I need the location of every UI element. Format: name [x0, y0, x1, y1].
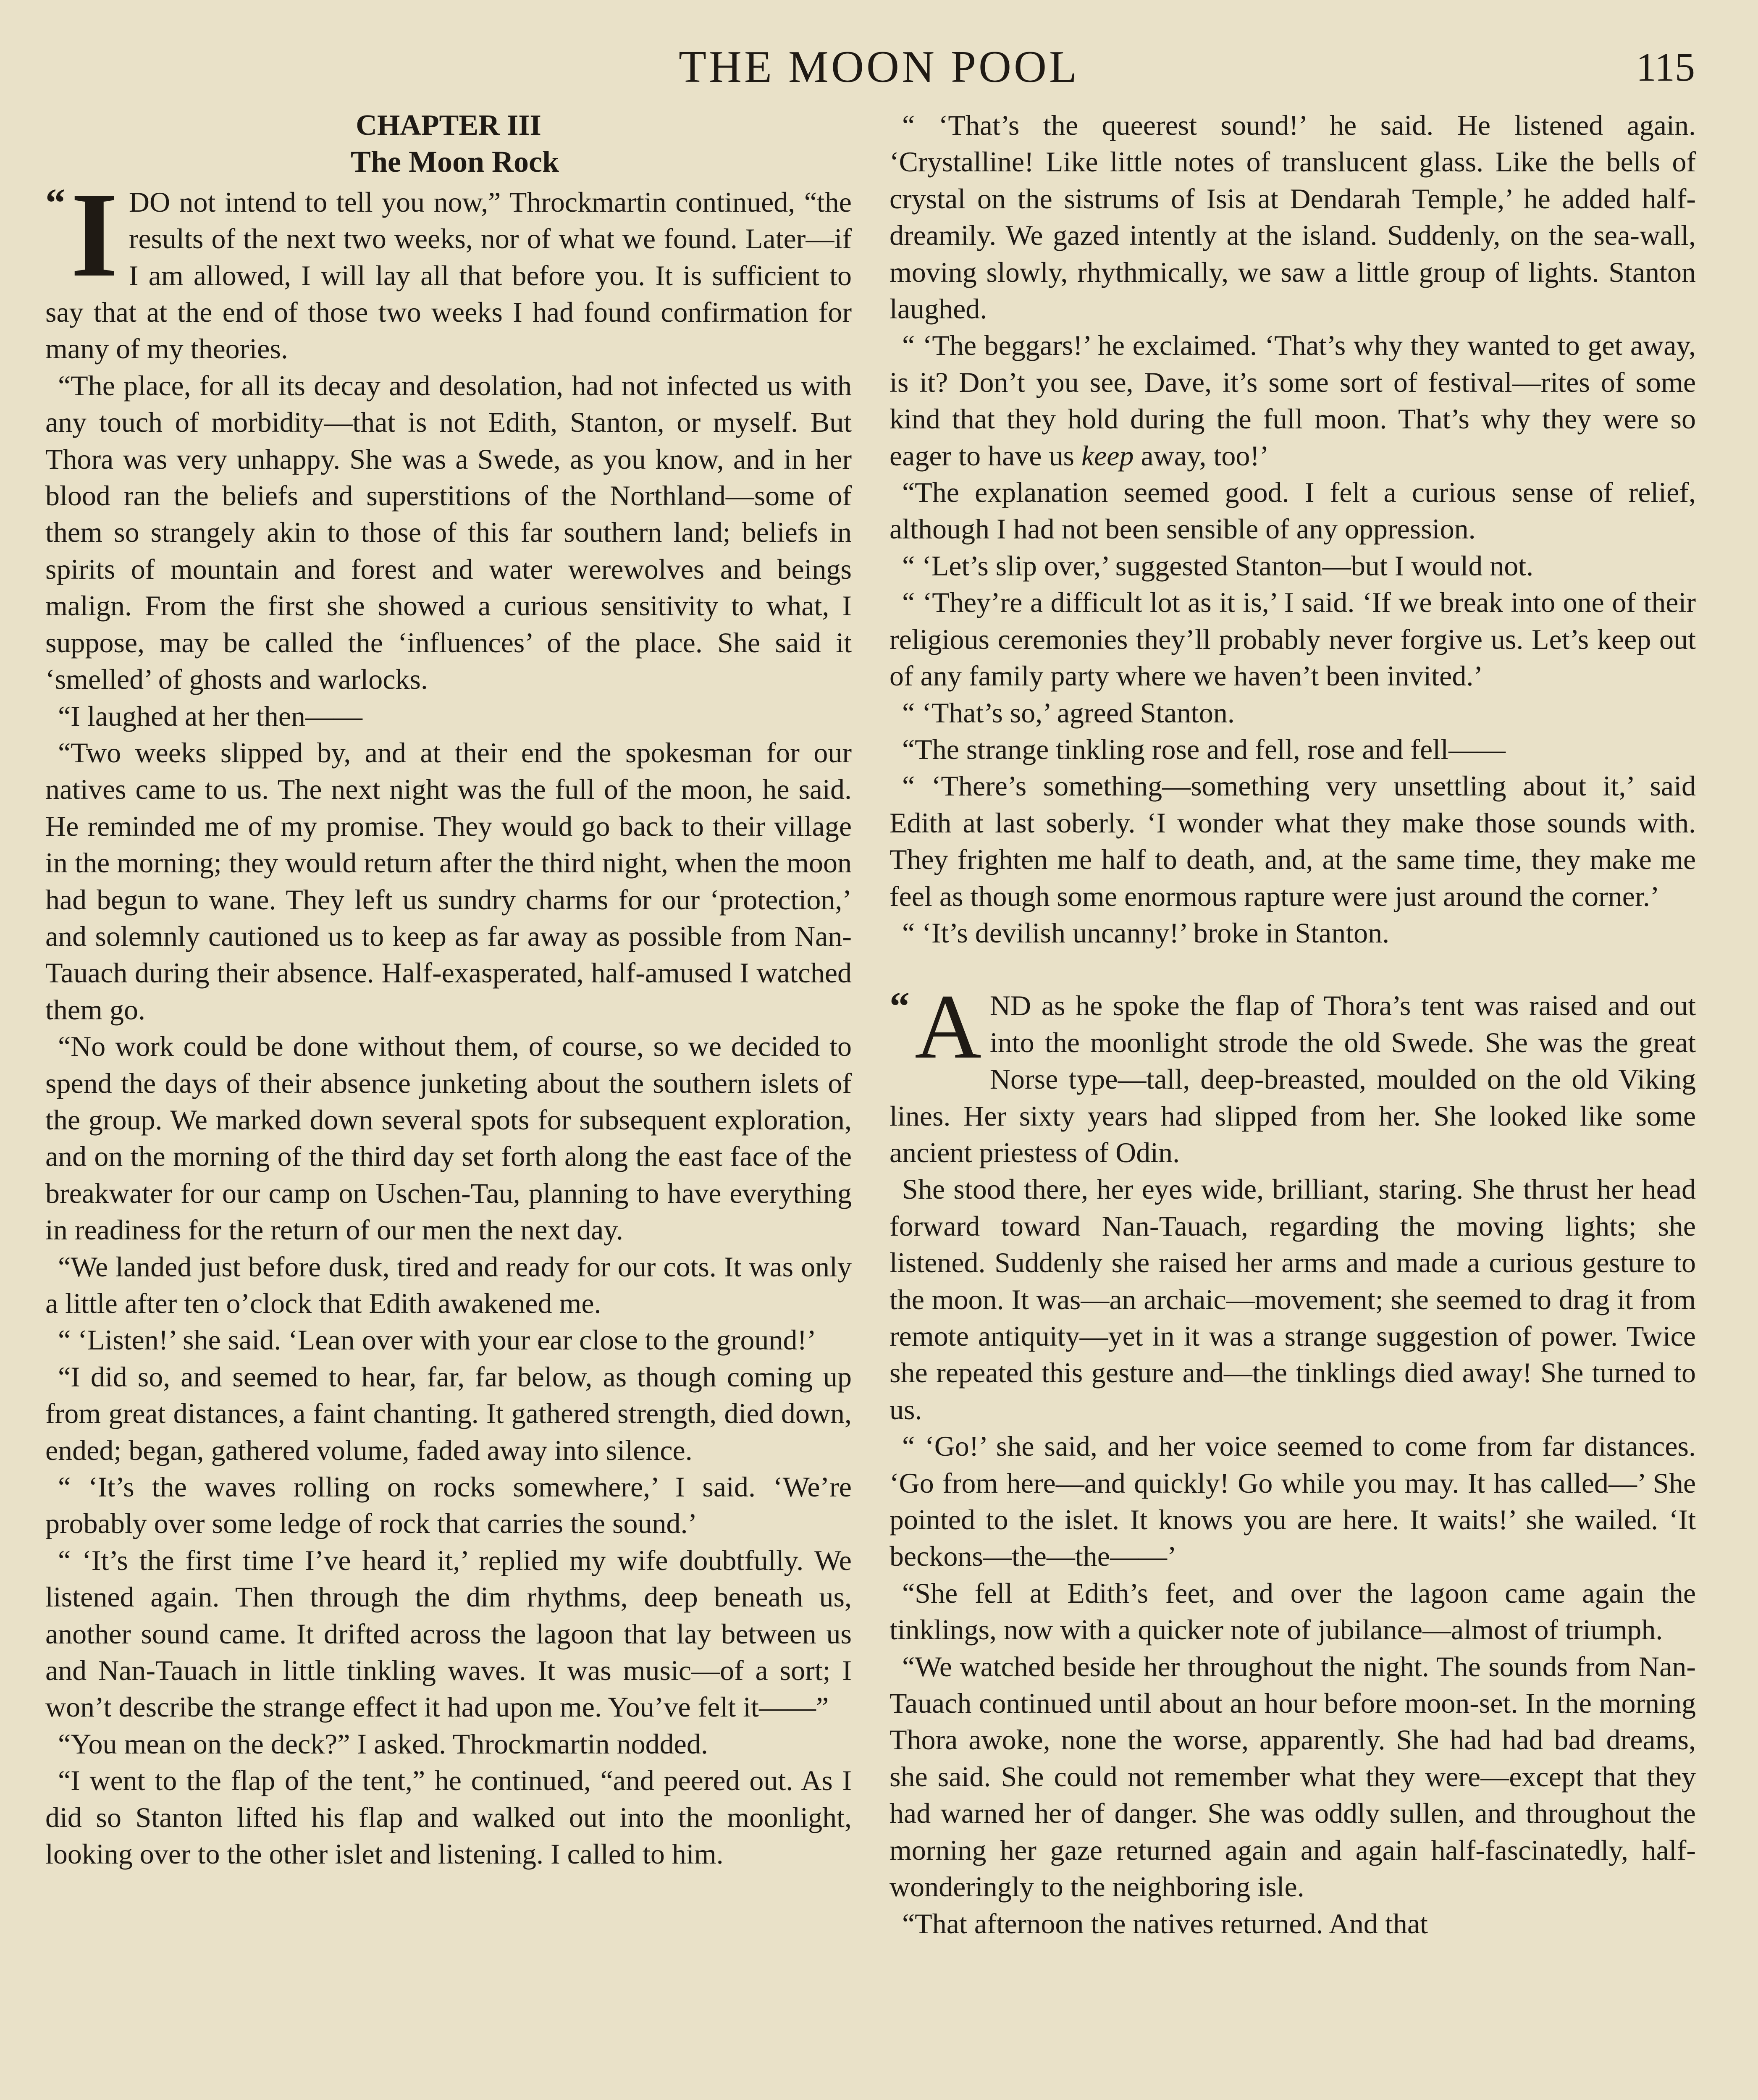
chapter-title: The Moon Rock — [350, 145, 559, 179]
paragraph: “I went to the flap of the tent,” he continued, “and peered out. As I did so Stanton lifted his flap and walked out into the moonlight, looking over to the other islet and listening. I called to him. — [45, 1764, 852, 1870]
paragraph: “She fell at Edith’s feet, and over the lagoon came again the tinklings, now with a quicker note of jubilance—almost of triumph. — [889, 1577, 1696, 1646]
paragraph-text: ND as he spoke the flap of Thora’s tent was raised and out into the moonlight strode the old Swede. She was the great Norse type—tall, deep-breasted, moulded on the old Viking lines. Her sixty years had slipped from her. She looked like some ancient priestess of Odin. — [889, 990, 1696, 1168]
paragraph: “We watched beside her throughout the night. The sounds from Nan-Tauach continued until about an hour before moon-set. In the morning Thora awoke, none the worse, apparently. She had had bad dreams, she said. She could not remember what they were—except that they had warned her of danger. She was oddly sullen, and throughout the morning her gaze returned again and again half-fascinatedly, half-wonderingly to the neighboring isle. — [889, 1650, 1696, 1903]
paragraph: “ ‘Go!’ she said, and her voice seemed to come from far distances. ‘Go from here—and quickly! Go while you may. It has called—’ She pointed to the islet. It knows you are here. It waits!’ she wailed. ‘It beckons—the—the——’ — [889, 1430, 1696, 1572]
chapter-heading: CHAPTER III — [356, 109, 541, 142]
paragraph: “That afternoon the natives returned. And that — [902, 1907, 1428, 1940]
running-title: THE MOON POOL — [679, 42, 1079, 92]
paragraph: “The place, for all its decay and desolation, had not infected us with any touch of morbidity—that is not Edith, Stanton, or myself. But Thora was very unhappy. She was a Swede, as you know, and in her blood ran the beliefs and superstitions of the Northland—some of them so strangely akin to those of this far southern land; beliefs in spirits of mountain and forest and water werewolves and beings malign. From the first she showed a curious sensitivity to what, I suppose, may be called the ‘influences’ of the place. She said it ‘smelled’ of ghosts and warlocks. — [45, 369, 852, 696]
paragraph: She stood there, her eyes wide, brilliant, staring. She thrust her head forward toward Nan-Tauach, regarding the moving lights; she listened. Suddenly she raised her arms and made a curious gesture to the moon. It was—an archaic—movement; she seemed to drag it from remote antiquity—yet in it was a strange suggestion of power. Twice she repeated this gesture and—the tinklings died away! She turned to us. — [889, 1173, 1696, 1425]
opening-quote-mark: “ — [889, 984, 910, 1029]
paragraph: “ ‘It’s the waves rolling on rocks somewhere,’ I said. ‘We’re probably over some ledge of rock that carries the sound.’ — [45, 1471, 852, 1540]
paragraph: “ ‘That’s the queerest sound!’ he said. He listened again. ‘Crystalline! Like little notes of translucent glass. Like the bells of crystal on the sistrums of Isis at Dendarah Temple,’ he added half-dreamily. We gazed intently at the island. Suddenly, on the sea-wall, moving slowly, rhythmically, we saw a little group of lights. Stanton laughed. — [889, 109, 1696, 325]
page-header — [0, 38, 1758, 97]
opening-quote-mark: “ — [45, 180, 66, 225]
paragraph: “ ‘Listen!’ she said. ‘Lean over with your ear close to the ground!’ — [58, 1324, 816, 1356]
paragraph: “ ‘Let’s slip over,’ suggested Stanton—but I would not. — [902, 549, 1534, 582]
section-break — [889, 951, 1696, 987]
paragraph-text: “ ‘The beggars!’ he exclaimed. ‘That’s why they wanted to get away, is it? Don’t you see, Dave, it’s some sort of festival—rites of some kind that they hold during the full moon. That’s why they were so eager to have us — [889, 329, 1696, 472]
paragraph-text: away, too!’ — [1141, 439, 1269, 472]
drop-cap-letter: I — [71, 167, 118, 302]
paragraph: “I laughed at her then—— — [58, 700, 363, 732]
drop-cap-letter: A — [915, 975, 981, 1078]
paragraph: “ ‘It’s devilish uncanny!’ broke in Stanton. — [902, 916, 1390, 949]
paragraph-text: DO not intend to tell you now,” Throckmartin continued, “the results of the next two weeks, nor of what we found. Later—if I am allowed, I will lay all that before you. It is sufficient to say that at the end of those two weeks I had found confirmation for many of my theories. — [45, 186, 852, 365]
paragraph: “You mean on the deck?” I asked. Throckmartin nodded. — [58, 1727, 708, 1760]
paragraph: “ ‘There’s something—something very unsettling about it,’ said Edith at last soberly. ‘I wonder what they make those sounds with. They frighten me half to death, and, at the same time, they make me feel as though some enormous rapture were just around the corner.’ — [889, 770, 1696, 912]
paragraph: “ ‘They’re a difficult lot as it is,’ I said. ‘If we break into one of their religious ceremonies they’ll probably never forgive us. Let’s keep out of any family party where we haven’t been invited.’ — [889, 586, 1696, 692]
paragraph: “I did so, and seemed to hear, far, far below, as though coming up from great distances, a faint chanting. It gathered strength, died down, ended; began, gathered volume, faded away into silence. — [45, 1360, 852, 1466]
paragraph: “The explanation seemed good. I felt a curious sense of relief, although I had not been sensible of any oppression. — [889, 476, 1696, 545]
paragraph: “ ‘That’s so,’ agreed Stanton. — [902, 696, 1235, 729]
paragraph — [889, 327, 1696, 474]
paragraph: “We landed just before dusk, tired and ready for our cots. It was only a little after ten o’clock that Edith awakened me. — [45, 1250, 852, 1319]
paragraph: “Two weeks slipped by, and at their end the spokesman for our natives came to us. The next night was the full of the moon, he said. He reminded me of my promise. They would go back to their village in the morning; they would return after the third night, when the moon had begun to wane. They left us sundry charms for our ‘protection,’ and solemnly cautioned us to keep as far away as possible from Nan-Tauach during their absence. Half-exasperated, half-amused I watched them go. — [45, 736, 852, 1026]
paragraph: “The strange tinkling rose and fell, rose and fell—— — [902, 733, 1506, 765]
opening-paragraph — [45, 167, 852, 368]
paragraph: “ ‘It’s the first time I’ve heard it,’ replied my wife doubtfully. We listened again. Then through the dim rhythms, deep beneath us, another sound came. It drifted across the lagoon that lay between us and Nan-Tauach in little tinkling waves. It was music—of a sort; I won’t describe the strange effect it had upon me. You’ve felt it——” — [45, 1544, 852, 1723]
paragraph: “No work could be done without them, of course, so we decided to spend the days of their absence junketing about the southern islets of the group. We marked down several spots for subsequent exploration, and on the morning of the third day set forth along the east face of the breakwater for our camp on Uschen-Tau, planning to have everything in readiness for the return of our men the next day. — [45, 1030, 852, 1246]
page-number: 115 — [1636, 45, 1695, 89]
section-opening-paragraph — [889, 975, 1696, 1171]
left-column — [45, 107, 852, 1873]
right-column — [889, 107, 1696, 1942]
emphasized-word: keep — [1081, 439, 1134, 472]
